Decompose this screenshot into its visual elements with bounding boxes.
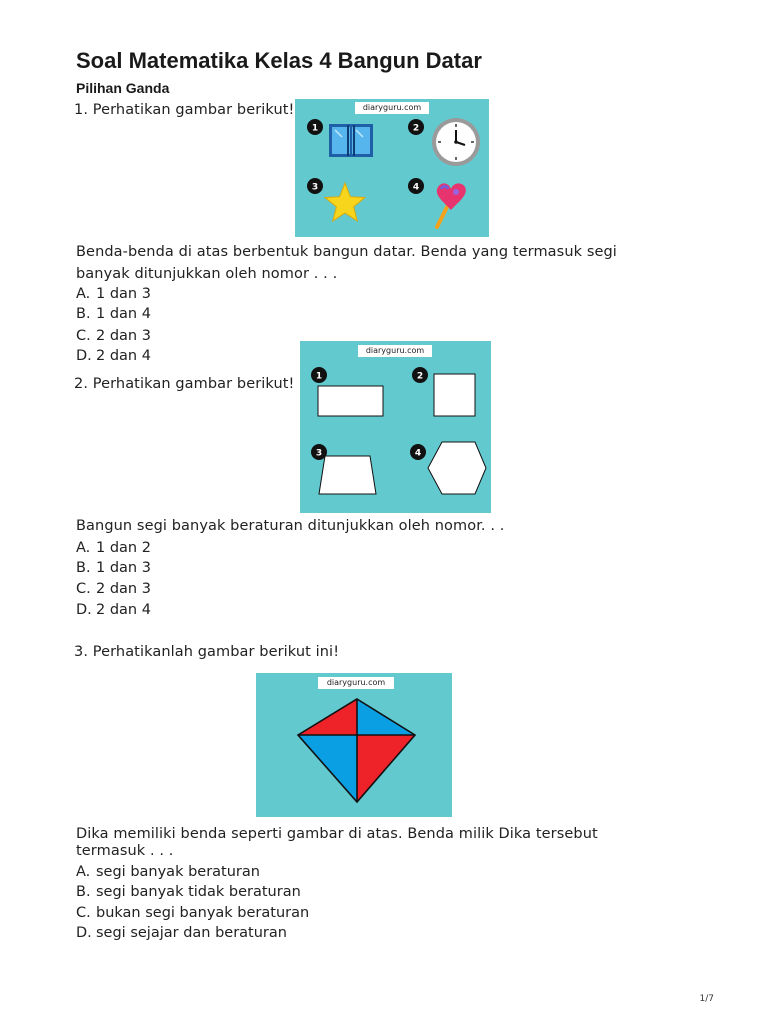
- rectangle-shape: [318, 386, 383, 416]
- question-1-figure: [295, 99, 489, 237]
- question-2-figure: [300, 341, 491, 513]
- lollipop-icon: [437, 183, 466, 227]
- question-3-text-line1: Dika memiliki benda seperti gambar di atas. Benda milik Dika tersebut: [76, 826, 598, 842]
- number-marker-3: [307, 178, 323, 194]
- question-1-text-line1: Benda-benda di atas berbentuk bangun datar. Benda yang termasuk segi: [76, 244, 617, 260]
- svg-text:3: 3: [311, 182, 319, 193]
- page-indicator: 1/7: [699, 994, 714, 1004]
- question-1-option-b[interactable]: B. 1 dan 4: [76, 306, 151, 322]
- number-marker-1: [307, 119, 323, 135]
- question-3-option-b[interactable]: B. segi banyak tidak beraturan: [76, 884, 301, 900]
- question-3-figure: [256, 673, 452, 817]
- svg-text:1: 1: [311, 123, 319, 134]
- kite-shape: [256, 673, 452, 817]
- svg-text:2: 2: [412, 123, 420, 134]
- section-heading: Pilihan Ganda: [76, 80, 170, 96]
- number-marker-2: [408, 119, 424, 135]
- clock-icon: [432, 118, 480, 166]
- svg-text:4: 4: [412, 182, 420, 193]
- question-1-option-d[interactable]: D. 2 dan 4: [76, 348, 151, 364]
- question-2-option-d[interactable]: D. 2 dan 4: [76, 602, 151, 618]
- question-1-prompt: 1. Perhatikan gambar berikut!: [74, 102, 295, 118]
- question-2-text: Bangun segi banyak beraturan ditunjukkan oleh nomor. . .: [76, 518, 505, 534]
- question-2-option-c[interactable]: C. 2 dan 3: [76, 581, 151, 597]
- svg-text:2: 2: [416, 371, 424, 382]
- question-3-prompt: 3. Perhatikanlah gambar berikut ini!: [74, 644, 340, 660]
- watermark-label: diaryguru.com: [355, 102, 429, 114]
- star-icon: [325, 183, 365, 221]
- svg-text:3: 3: [315, 448, 323, 459]
- watermark-label: diaryguru.com: [358, 345, 432, 357]
- square-shape: [434, 374, 475, 416]
- number-marker-4: [410, 444, 426, 460]
- question-2-option-b[interactable]: B. 1 dan 3: [76, 560, 151, 576]
- question-1-option-c[interactable]: C. 2 dan 3: [76, 328, 151, 344]
- hexagon-shape: [428, 442, 486, 494]
- watermark-label: diaryguru.com: [318, 677, 394, 689]
- svg-text:4: 4: [414, 448, 422, 459]
- number-marker-4: [408, 178, 424, 194]
- question-1-option-a[interactable]: A. 1 dan 3: [76, 286, 151, 302]
- question-3-text-line2: termasuk . . .: [76, 843, 174, 859]
- svg-text:1: 1: [315, 371, 323, 382]
- question-2-prompt: 2. Perhatikan gambar berikut!: [74, 376, 295, 392]
- trapezoid-shape: [319, 456, 376, 494]
- page-title: Soal Matematika Kelas 4 Bangun Datar: [76, 48, 482, 73]
- window-icon: [329, 124, 373, 157]
- number-marker-1: [311, 367, 327, 383]
- question-3-option-a[interactable]: A. segi banyak beraturan: [76, 864, 260, 880]
- question-3-option-c[interactable]: C. bukan segi banyak beraturan: [76, 905, 310, 921]
- question-3-option-d[interactable]: D. segi sejajar dan beraturan: [76, 925, 287, 941]
- question-2-option-a[interactable]: A. 1 dan 2: [76, 540, 151, 556]
- number-marker-2: [412, 367, 428, 383]
- question-1-text-line2: banyak ditunjukkan oleh nomor . . .: [76, 266, 338, 282]
